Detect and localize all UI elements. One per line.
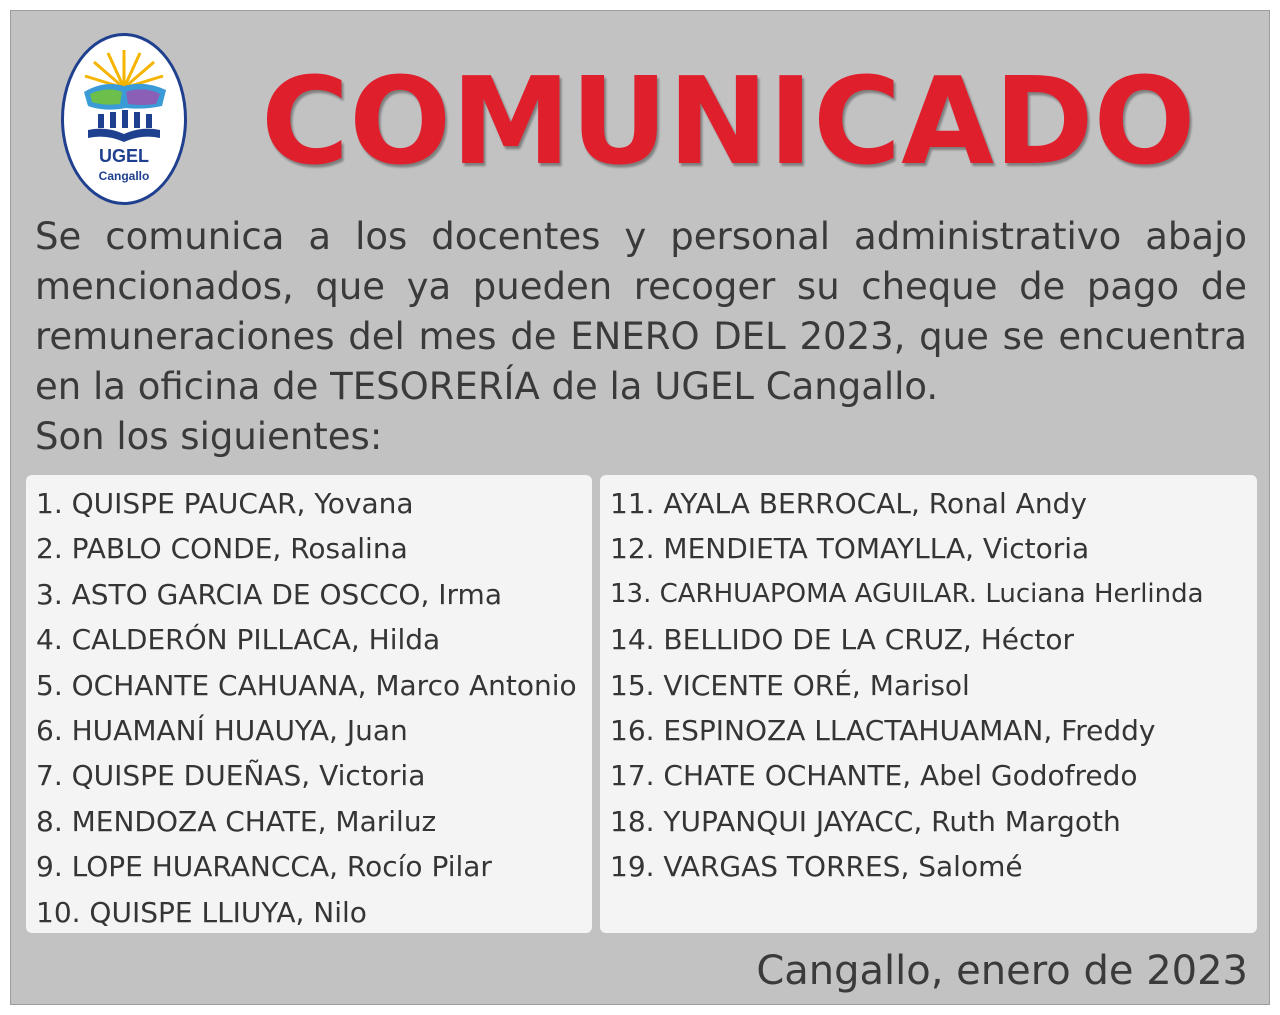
list-item: 13. CARHUAPOMA AGUILAR. Luciana Herlinda	[610, 578, 1204, 609]
list-item: 19. VARGAS TORRES, Salomé	[610, 850, 1023, 884]
list-item: 16. ESPINOZA LLACTAHUAMAN, Freddy	[610, 713, 1156, 747]
logo-title: UGEL	[98, 146, 149, 166]
list-item: 6. HUAMANÍ HUAUYA, Juan	[36, 713, 408, 747]
names-list-right	[600, 475, 1257, 933]
list-item: 2. PABLO CONDE, Rosalina	[36, 532, 408, 566]
intro-paragraph: Se comunica a los docentes y personal administrativo abajo mencionados, que ya pueden recoger su cheque de pago de remuneraciones del mes de ENERO DEL 2023, que se encuentra en la oficina de TESORERÍA de la UGEL Cangallo.	[35, 215, 1247, 408]
list-item: 17. CHATE OCHANTE, Abel Godofredo	[610, 759, 1138, 793]
list-item: 3. ASTO GARCIA DE OSCCO, Irma	[36, 577, 502, 611]
page-title: COMUNICADO	[261, 53, 1196, 192]
ugel-logo	[61, 33, 187, 205]
list-item: 1. QUISPE PAUCAR, Yovana	[36, 487, 414, 520]
list-lead: Son los siguientes:	[35, 415, 383, 458]
list-item: 12. MENDIETA TOMAYLLA, Victoria	[610, 532, 1090, 566]
list-item: 4. CALDERÓN PILLACA, Hilda	[36, 623, 441, 657]
logo-place: Cangallo	[98, 169, 150, 183]
list-item: 7. QUISPE DUEÑAS, Victoria	[36, 759, 426, 793]
list-item: 14. BELLIDO DE LA CRUZ, Héctor	[610, 623, 1075, 657]
list-item: 18. YUPANQUI JAYACC, Ruth Margoth	[610, 804, 1121, 838]
list-item: 15. VICENTE ORÉ, Marisol	[610, 668, 970, 702]
list-item: 11. AYALA BERROCAL, Ronal Andy	[610, 487, 1087, 520]
list-item: 10. QUISPE LLIUYA, Nilo	[36, 895, 367, 929]
list-item: 9. LOPE HUARANCCA, Rocío Pilar	[36, 850, 492, 884]
list-item: 5. OCHANTE CAHUANA, Marco Antonio	[36, 668, 577, 702]
names-list-left	[26, 475, 592, 933]
list-item: 8. MENDOZA CHATE, Mariluz	[36, 804, 437, 838]
footer-date: Cangallo, enero de 2023	[756, 948, 1248, 994]
